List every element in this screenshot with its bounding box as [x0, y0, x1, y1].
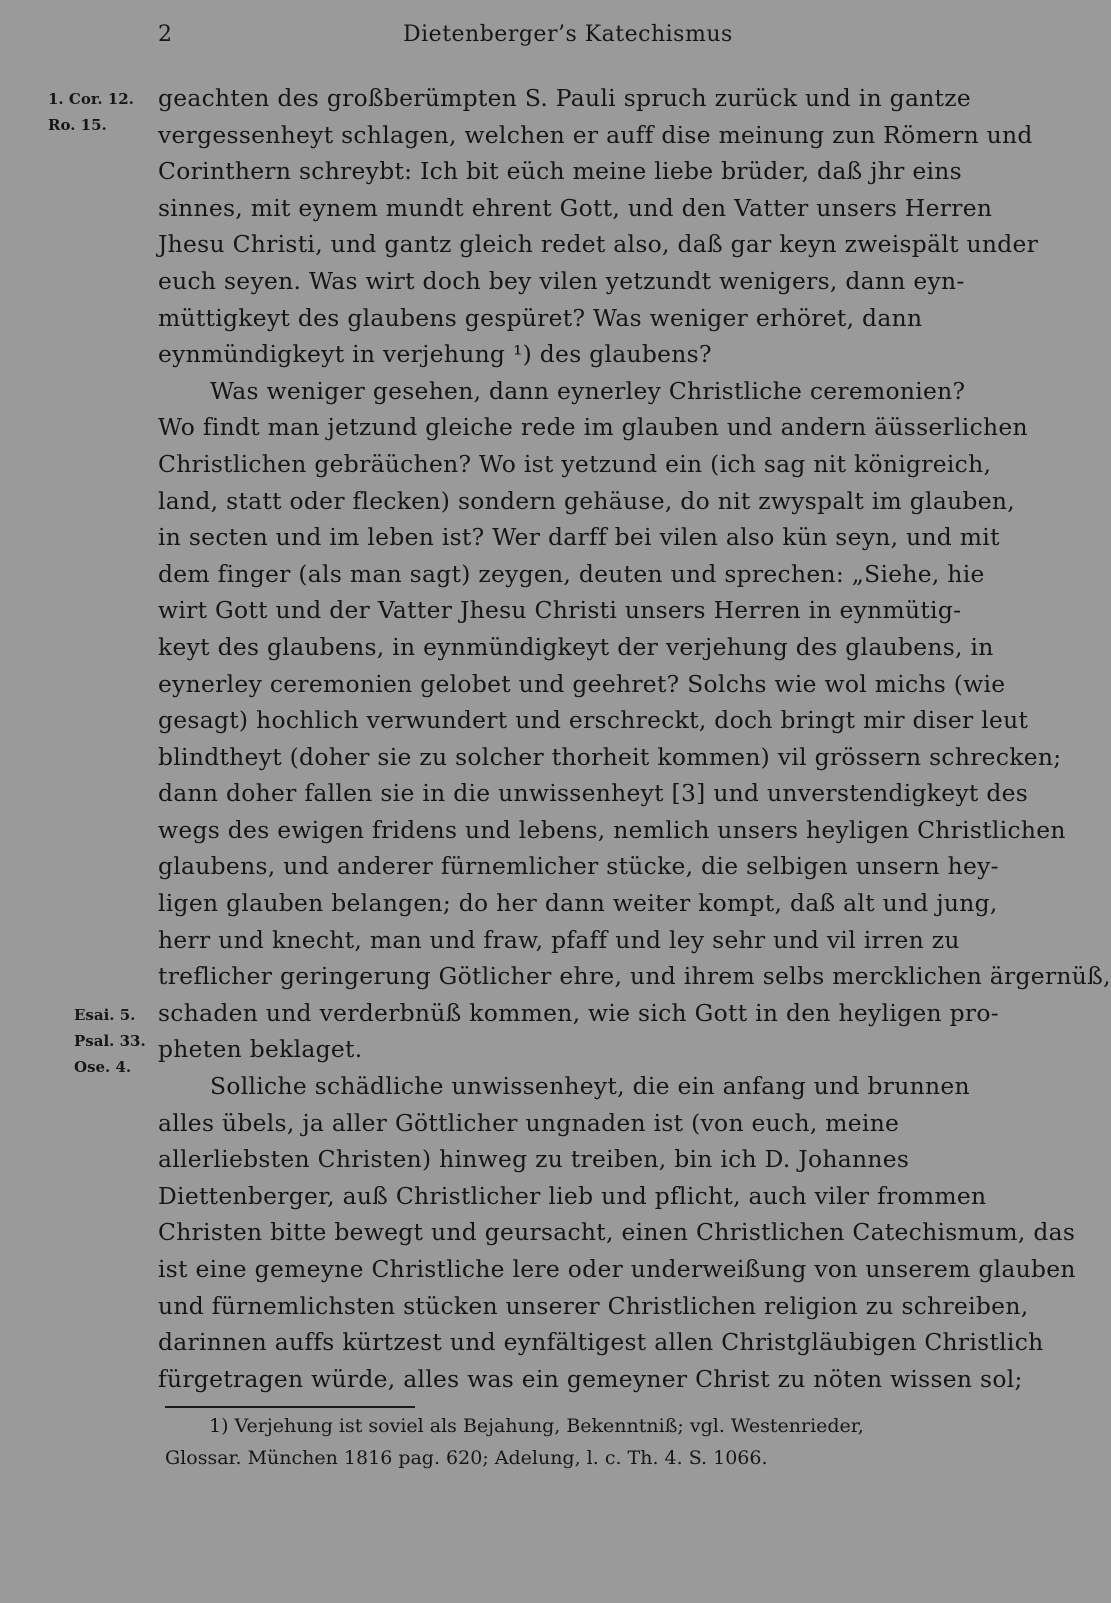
text-line: Wo findt man jetzund gleiche rede im glauben und andern äüsserlichen [158, 413, 1028, 442]
text-line: Christen bitte bewegt und geursacht, einen Christlichen Catechismum, das [158, 1218, 1076, 1247]
text-line: herr und knecht, man und fraw, pfaff und ley sehr und vil irren zu [158, 925, 960, 954]
text-line: Solliche schädliche unwissenheyt, die ein anfang und brunnen [210, 1072, 970, 1101]
text-line: treflicher geringerung Götlicher ehre, und ihrem selbs mercklichen ärgernüß, [158, 962, 1111, 991]
text-line: euch seyen. Was wirt doch bey vilen yetzundt wenigers, dann eyn- [158, 266, 965, 295]
text-line: land, statt oder flecken) sondern gehäuse, do nit zwyspalt im glauben, [158, 486, 1015, 515]
text-line: glaubens, und anderer fürnemlicher stücke, die selbigen unsern hey- [158, 852, 999, 881]
margin-note-text: Esai. 5. Psal. 33. Ose. 4. [74, 1006, 146, 1076]
text-line: in secten und im leben ist? Wer darff bei vilen also kün seyn, und mit [158, 523, 1000, 552]
text-line: vergessenheyt schlagen, welchen er auff dise meinung zun Römern und [158, 120, 1033, 149]
margin-note-citation [74, 1002, 146, 1080]
footnotes [165, 1410, 940, 1474]
text-line: dem finger (als man sagt) zeygen, deuten und sprechen: „Siehe, hie [158, 559, 985, 588]
text-line: schaden und verderbnüß kommen, wie sich Gott in den heyligen pro- [158, 998, 999, 1027]
footnote-line: 1) Verjehung ist soviel als Bejahung, Bekenntniß; vgl. Westenrieder, [209, 1415, 864, 1437]
running-title: Dietenberger’s Katechismus [403, 22, 733, 47]
text-line: wegs des ewigen fridens und lebens, nemlich unsers heyligen Christlichen [158, 815, 1066, 844]
page-header [158, 18, 936, 54]
text-line: sinnes, mit eynem mundt ehrent Gott, und den Vatter unsers Herren [158, 193, 993, 222]
text-line: Christlichen gebräüchen? Wo ist yetzund ein (ich sag nit königreich, [158, 449, 992, 478]
footnote-divider [165, 1406, 415, 1408]
margin-note-text: 1. Cor. 12. Ro. 15. [48, 90, 134, 134]
text-line: wirt Gott und der Vatter Jhesu Christi unsers Herren in eynmütig- [158, 596, 962, 625]
margin-note-citation [48, 86, 134, 138]
text-line: ligen glauben belangen; do her dann weiter kompt, daß alt und jung, [158, 889, 998, 918]
text-line: Was weniger gesehen, dann eynerley Christliche ceremonien? [210, 376, 966, 405]
text-line: alles übels, ja aller Göttlicher ungnaden ist (von euch, meine [158, 1108, 900, 1137]
text-line: und fürnemlichsten stücken unserer Christlichen religion zu schreiben, [158, 1291, 1029, 1320]
text-line: darinnen auffs kürtzest und eynfältigest allen Christgläubigen Christlich [158, 1328, 1044, 1357]
text-line: ist eine gemeyne Christliche lere oder underweißung von unserem glauben [158, 1255, 1076, 1283]
text-line: dann doher fallen sie in die unwissenheyt [3] und unverstendigkeyt des [158, 779, 1029, 808]
page-number: 2 [158, 22, 172, 47]
text-line: müttigkeyt des glaubens gespüret? Was weniger erhöret, dann [158, 303, 923, 332]
text-line: gesagt) hochlich verwundert und erschreckt, doch bringt mir diser leut [158, 706, 1029, 735]
text-line: eynerley ceremonien gelobet und geehret? Solchs wie wol michs (wie [158, 669, 1006, 698]
text-line: allerliebsten Christen) hinweg zu treiben, bin ich D. Johannes [158, 1145, 910, 1174]
body-text [158, 80, 1111, 1397]
footnote-line: Glossar. München 1816 pag. 620; Adelung, l. c. Th. 4. S. 1066. [165, 1447, 768, 1469]
text-line: Corinthern schreybt: Ich bit eüch meine liebe brüder, daß jhr eins [158, 157, 962, 186]
text-line: Diettenberger, auß Christlicher lieb und pflicht, auch viler frommen [158, 1181, 987, 1210]
text-line: keyt des glaubens, in eynmündigkeyt der verjehung des glaubens, in [158, 632, 994, 661]
text-line: eynmündigkeyt in verjehung ¹) des glaubens? [158, 340, 712, 369]
text-line: Jhesu Christi, und gantz gleich redet also, daß gar keyn zweispält under [158, 230, 1039, 259]
text-line: geachten des großberümpten S. Pauli spruch zurück und in gantze [158, 84, 972, 112]
text-line: pheten beklaget. [158, 1035, 363, 1064]
text-line: blindtheyt (doher sie zu solcher thorheit kommen) vil grössern schrecken; [158, 742, 1062, 771]
text-line: fürgetragen würde, alles was ein gemeyner Christ zu nöten wissen sol; [158, 1364, 1023, 1393]
